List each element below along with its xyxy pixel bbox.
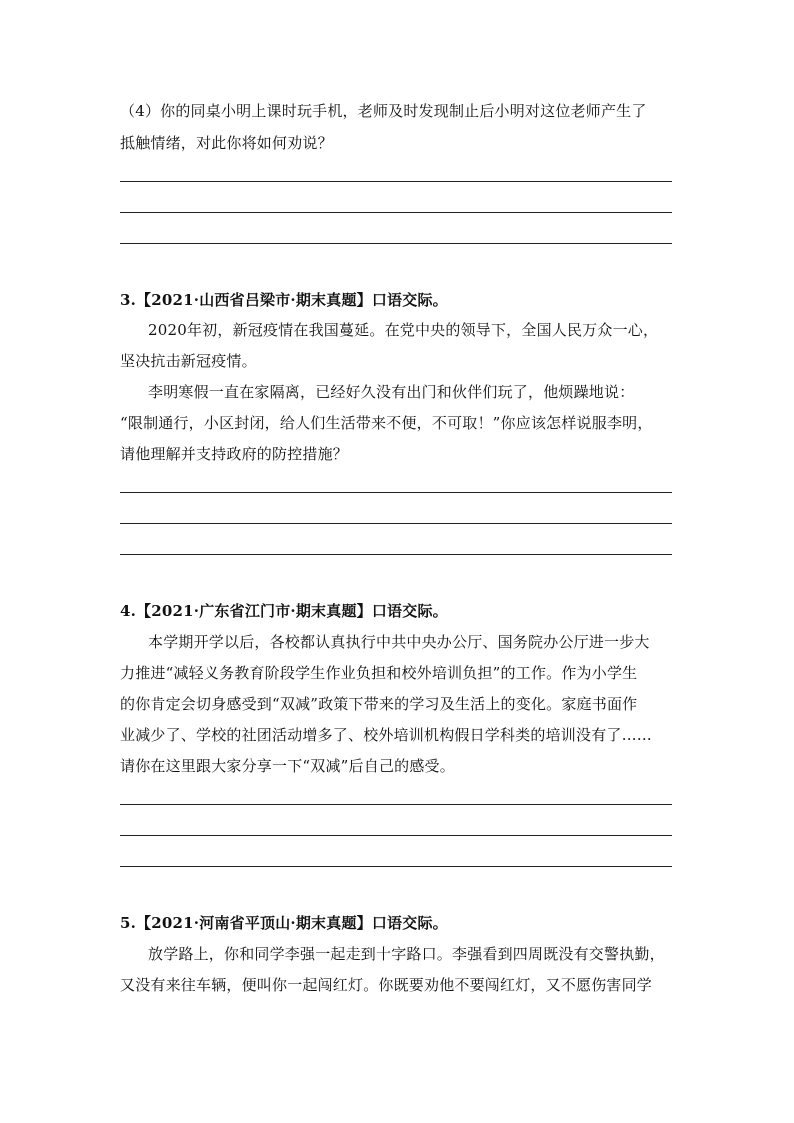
question-text-line: 李明寒假一直在家隔离，已经好久没有出门和伙伴们玩了，他烦躁地说：: [148, 383, 635, 401]
answer-line: [120, 523, 672, 524]
question-text-line: 本学期开学以后，各校都认真执行中共中央办公厅、国务院办公厅进一步大: [148, 633, 650, 651]
question-text-line: 坚决抗击新冠疫情。: [120, 352, 257, 370]
question-text-line: （4）你的同桌小明上课时玩手机，老师及时发现制止后小明对这位老师产生了: [120, 102, 647, 120]
question-text-line: 抵触情绪，对此你将如何劝说？: [120, 134, 333, 152]
answer-line: [120, 835, 672, 836]
question-text-line: 请你在这里跟大家分享一下“双减”后自己的感受。: [120, 757, 455, 775]
answer-line: [120, 492, 672, 493]
answer-line: [120, 181, 672, 182]
question-heading: 3.【2021·山西省吕梁市·期末真题】口语交际。: [120, 291, 448, 309]
question-text-line: “限制通行，小区封闭，给人们生活带来不便，不可取！”你应该怎样说服李明，: [120, 414, 653, 432]
question-text-line: 2020年初，新冠疫情在我国蔓延。在党中央的领导下，全国人民万众一心，: [148, 321, 659, 339]
question-text-line: 放学路上，你和同学李强一起走到十字路口。李强看到四周既没有交警执勤，: [148, 945, 665, 963]
question-text-line: 又没有来往车辆，便叫你一起闯红灯。你既要劝他不要闯红灯，又不愿伤害同学: [120, 976, 653, 994]
question-heading: 5.【2021·河南省平顶山·期末真题】口语交际。: [120, 914, 448, 932]
answer-line: [120, 866, 672, 867]
question-text-line: 的你肯定会切身感受到“双减”政策下带来的学习及生活上的变化。家庭书面作: [120, 695, 638, 713]
question-text-line: 请他理解并支持政府的防控措施？: [120, 445, 349, 463]
answer-line: [120, 554, 672, 555]
answer-line: [120, 212, 672, 213]
question-text-line: 业减少了、学校的社团活动增多了、校外培训机构假日学科类的培训没有了……: [120, 726, 653, 744]
answer-line: [120, 243, 672, 244]
question-text-line: 力推进“减轻义务教育阶段学生作业负担和校外培训负担”的工作。作为小学生: [120, 664, 638, 682]
answer-line: [120, 804, 672, 805]
question-heading: 4.【2021·广东省江门市·期末真题】口语交际。: [120, 602, 448, 620]
